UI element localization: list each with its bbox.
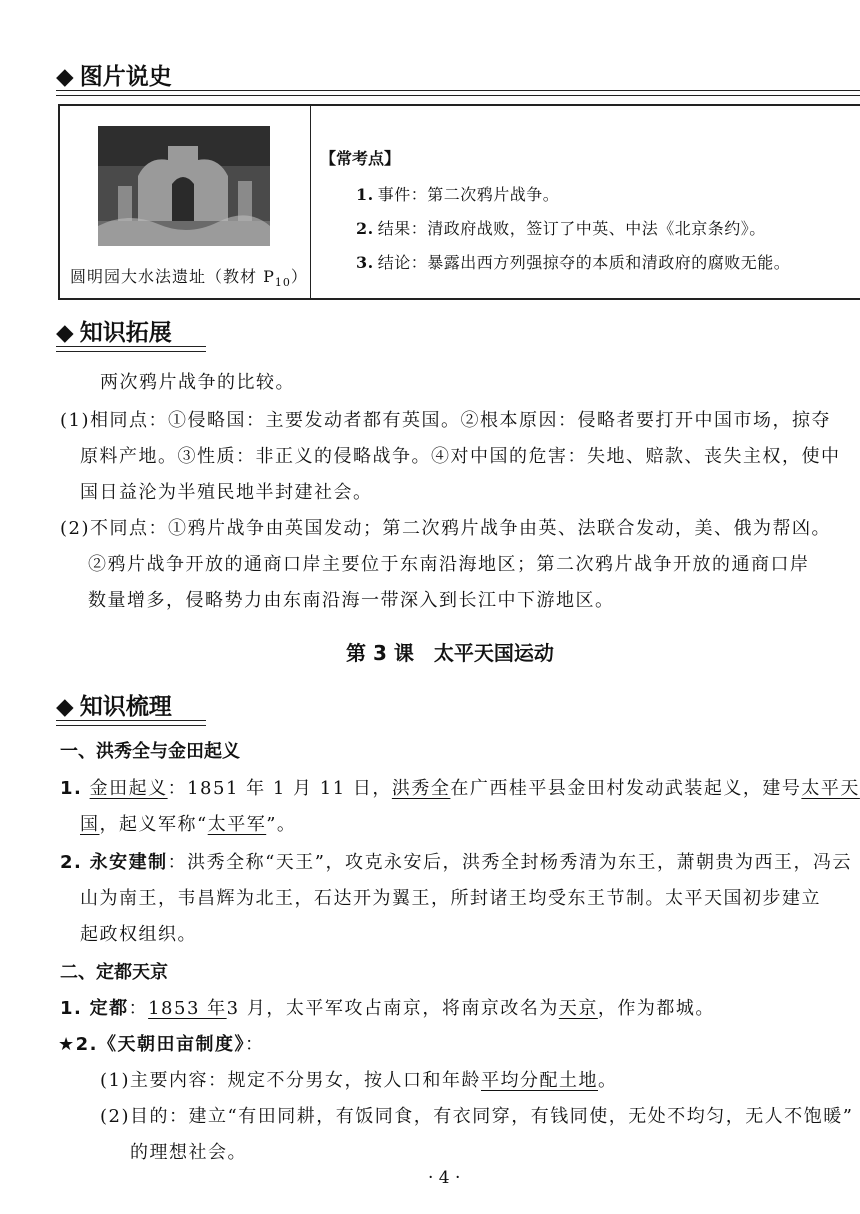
item-jintian-line1: 1. 金田起义：1851 年 1 月 11 日，洪秀全在广西桂平县金田村发动武装起义，建号太平天 <box>60 778 860 799</box>
paragraph-line: ②鸦片战争开放的通商口岸主要位于东南沿海地区；第二次鸦片战争开放的通商口岸 <box>88 554 810 575</box>
item-capital: 1. 定都：1853 年3 月，太平军攻占南京，将南京改名为天京，作为都城。 <box>60 998 715 1019</box>
key-point-2: 2. 结果：清政府战败，签订了中英、中法《北京条约》。 <box>356 219 766 238</box>
paragraph-line: 数量增多，侵略势力由东南沿海一带深入到长江中下游地区。 <box>88 590 615 611</box>
item-land-system: ★2.《天朝田亩制度》： <box>58 1034 265 1055</box>
section-heading-pictures <box>56 58 172 91</box>
item-yongan-line1: 2. 永安建制：洪秀全称“天王”，攻克永安后，洪秀全封杨秀清为东王，萧朝贵为西王，冯云 <box>60 852 853 873</box>
paragraph-line: 两次鸦片战争的比较。 <box>100 372 295 393</box>
ruins-photo <box>98 126 270 246</box>
heading-rule <box>56 90 860 96</box>
item-yongan-line3: 起政权组织。 <box>80 924 197 945</box>
paragraph-line: (1)相同点：①侵略国：主要发动者都有英国。②根本原因：侵略者要打开中国市场，掠夺 <box>60 410 831 431</box>
box-divider <box>310 106 311 298</box>
diamond-icon: ◆ <box>56 320 74 346</box>
photo-caption: 圆明园大水法遗址（教材 $P_{10}$） <box>70 267 308 290</box>
land-purpose-line2: 的理想社会。 <box>130 1142 247 1163</box>
section-title: 图片说史 <box>79 64 172 90</box>
part-heading: 一、洪秀全与金田起义 <box>60 741 240 762</box>
paragraph-line: 国日益沦为半殖民地半封建社会。 <box>80 482 373 503</box>
land-purpose-line1: (2)目的：建立“有田同耕，有饭同食，有衣同穿，有钱同使，无处不均匀，无人不饱暖” <box>100 1106 854 1127</box>
diamond-icon: ◆ <box>56 694 74 720</box>
key-points-title: 【常考点】 <box>320 149 401 168</box>
page-number: · 4 · <box>428 1168 461 1188</box>
section-heading-extension <box>56 314 172 347</box>
key-point-1: 1. 事件：第二次鸦片战争。 <box>356 185 560 204</box>
key-point-3: 3. 结论：暴露出西方列强掠夺的本质和清政府的腐败无能。 <box>356 253 791 272</box>
paragraph-line: 原料产地。③性质：非正义的侵略战争。④对中国的危害：失地、赔款、丧失主权，使中 <box>80 446 841 467</box>
diamond-icon: ◆ <box>56 64 74 90</box>
figure-box <box>58 104 860 300</box>
section-title: 知识梳理 <box>79 694 172 720</box>
part-heading: 二、定都天京 <box>60 962 168 983</box>
item-jintian-line2: 国，起义军称“太平军”。 <box>80 814 297 835</box>
heading-rule <box>56 720 206 726</box>
heading-rule <box>56 346 206 352</box>
section-heading-review <box>56 688 172 721</box>
item-yongan-line2: 山为南王，韦昌辉为北王，石达开为翼王，所封诸王均受东王节制。太平天国初步建立 <box>80 888 821 909</box>
paragraph-line: (2)不同点：①鸦片战争由英国发动；第二次鸦片战争由英、法联合发动，美、俄为帮凶。 <box>60 518 831 539</box>
star-icon: ★ <box>58 1034 76 1055</box>
lesson-title: 第 3 课 太平天国运动 <box>346 641 554 665</box>
land-content: (1)主要内容：规定不分男女，按人口和年龄平均分配土地。 <box>100 1070 618 1091</box>
section-title: 知识拓展 <box>79 320 172 346</box>
